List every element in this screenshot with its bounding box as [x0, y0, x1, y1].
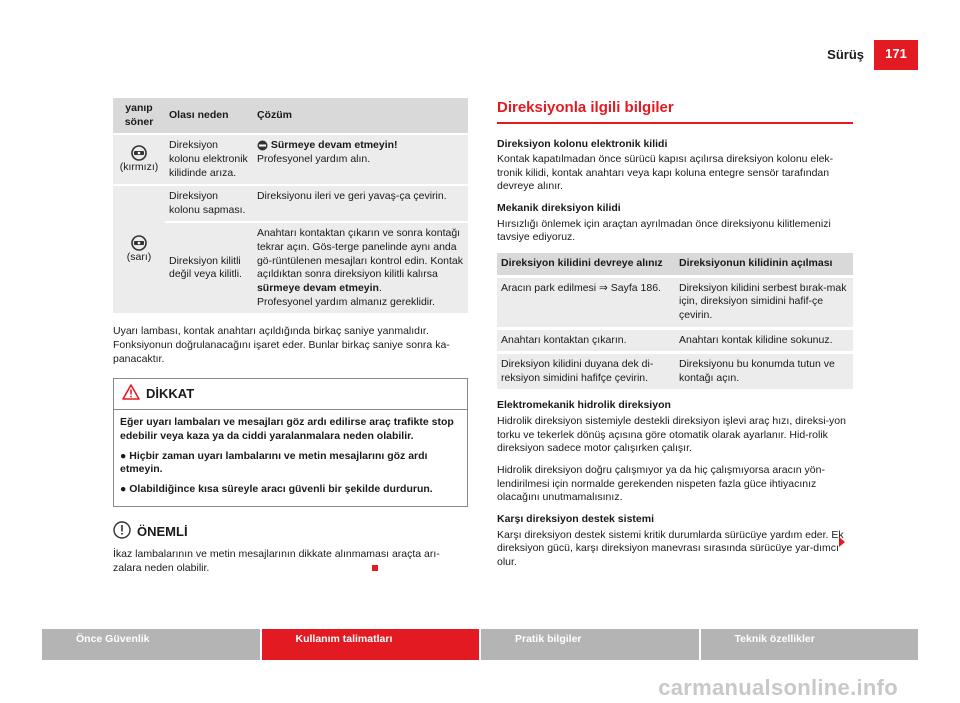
- table-cell: Anahtarı kontak kilidine sokunuz.: [675, 328, 853, 353]
- subheading: Direksiyon kolonu elektronik kilidi: [497, 137, 668, 150]
- col-header-solution: Çözüm: [253, 98, 468, 134]
- paragraph: Kontak kapatılmadan önce sürücü kapısı açılırsa direksiyon kolonu elek-tronik kilidi, kontak anahtarı veya kapı koluna entegre sensör tarafından devreye alınır.: [497, 153, 834, 193]
- table-row: [497, 328, 853, 353]
- col-header-cause: Olası neden: [165, 98, 253, 134]
- table-cell: Direksiyon kilidini duyana dek di-reksiyon simidini hafifçe çevirin.: [497, 353, 675, 390]
- section-end-square-icon: [372, 565, 378, 571]
- table-cell: Direksiyonu bu konumda tutun ve kontağı açın.: [675, 353, 853, 390]
- page-number: 171: [874, 40, 918, 68]
- solution-text: Profesyonel yardım alın.: [256, 152, 371, 165]
- warning-title: DİKKAT: [146, 385, 195, 401]
- solution-cell: Direksiyonu ileri ve geri yavaş-ça çevirin.: [253, 185, 468, 222]
- paragraph: Hidrolik direksiyon sistemiyle destekli direksiyon işlevi araç hızı, direksi-yon torku ve tekerlek dönüş açısına göre otomatik olarak ayarlanır. Hid-rolik direksiyon sadece motor çalışırken çalışır.: [497, 415, 846, 455]
- table-row: [497, 276, 853, 328]
- paragraph: Hidrolik direksiyon doğru çalışmıyor ya da hiç çalışmıyorsa aracın yön-lendirilmesi için normalde gerekenden nispeten fazla güce ihtiyacınız olacağını unutmamalısınız.: [497, 464, 825, 504]
- page-number-underline: [874, 68, 918, 70]
- table-row: [113, 134, 468, 185]
- subheading: Karşı direksiyon destek sistemi: [497, 512, 654, 525]
- footer-tab-operating[interactable]: Kullanım talimatları: [262, 629, 482, 660]
- subheading: Elektromekanik hidrolik direksiyon: [497, 399, 671, 412]
- bullet-dot-icon: ●: [120, 449, 130, 462]
- subheading: Mekanik direksiyon kilidi: [497, 202, 621, 215]
- bullet-dot-icon: ●: [120, 482, 130, 495]
- table-cell: Direksiyon kilidini serbest bırak-mak için, direksiyon simidini hafif-çe çevirin.: [675, 276, 853, 328]
- warning-box: [113, 378, 468, 507]
- lamp-color-label: (sarı): [126, 250, 152, 263]
- cause-cell: Direksiyon kolonu elektronik kilidinde arıza.: [165, 134, 253, 185]
- continue-arrow-icon: [839, 537, 845, 547]
- solution-text: Profesyonel yardım almanız gereklidir.: [256, 295, 435, 308]
- section-title: Direksiyonla ilgili bilgiler: [497, 98, 853, 124]
- right-column: [497, 98, 853, 578]
- cause-cell: Direksiyon kolonu sapması.: [165, 185, 253, 222]
- watermark: carmanualsonline.info: [658, 675, 898, 700]
- col-header-lamp: yanıp söner: [113, 98, 165, 134]
- table-row: [113, 185, 468, 222]
- footer-tab-practical[interactable]: Pratik bilgiler: [481, 629, 701, 660]
- lamp-info-paragraph: Uyarı lambası, kontak anahtarı açıldığında birkaç saniye yanmalıdır. Fonksiyonun doğrulanacağını işaret eder. Bunlar birkaç saniye sonra ka-panacaktır.: [113, 325, 450, 365]
- footer-tab-safety[interactable]: Önce Güvenlik: [42, 629, 262, 660]
- warning-triangle-icon: [122, 384, 140, 405]
- footer-tab-technical[interactable]: Teknik özellikler: [701, 629, 919, 660]
- solution-bold: Sürmeye devam etmeyin!: [270, 139, 398, 152]
- warning-lamp-table: [113, 98, 468, 313]
- header-title: Sürüş: [827, 47, 864, 62]
- col-header-engage: Direksiyon kilidini devreye alınız: [497, 253, 675, 276]
- solution-bold: sürmeye devam etmeyin: [256, 282, 379, 295]
- paragraph: Hırsızlığı önlemek için araçtan ayrılmadan önce direksiyonu kilitlemenizi tavsiye ediyoruz.: [497, 217, 831, 244]
- important-exclamation-icon: [113, 521, 131, 544]
- warning-text: Eğer uyarı lambaları ve mesajları göz ardı edilirse araç trafikte stop edebilir veya kaza ya da ciddi yaralanmalara neden olabilir.: [120, 416, 454, 442]
- left-column: [113, 98, 468, 575]
- table-cell: Aracın park edilmesi ⇒ Sayfa 186.: [497, 276, 675, 328]
- lamp-color-label: (kırmızı): [119, 160, 159, 173]
- warning-bullet: Olabildiğince kısa süreyle aracı güvenli bir şekilde durdurun.: [129, 482, 433, 495]
- table-cell: Anahtarı kontaktan çıkarın.: [497, 328, 675, 353]
- table-row: Direksiyon kilitli değil veya kilitli. Anahtarı kontaktan çıkarın ve sonra kontağı tekrar açın. Gös-terge panelinde aynı anda gö-rüntülenen mesajları kontrol edin. Kontak açıldıktan sonra direksiyon kilitli kalırsa sürmeye devam etmeyin. Profesyonel yardım almanız gereklidir.: [113, 222, 468, 313]
- table-row: [497, 353, 853, 390]
- steering-lock-table: [497, 253, 853, 389]
- warning-bullet: Hiçbir zaman uyarı lambalarını ve metin mesajlarını göz ardı etmeyin.: [120, 449, 428, 476]
- steering-lamp-red-icon: [131, 145, 147, 161]
- steering-lamp-yellow-icon: [131, 235, 147, 251]
- note-text: İkaz lambalarının ve metin mesajlarının dikkate alınmaması araçta arı-zalara neden olabilir.: [113, 548, 440, 574]
- cause-cell: Direksiyon kilitli değil veya kilitli.: [165, 222, 253, 313]
- footer-nav: [42, 629, 918, 660]
- paragraph: Karşı direksiyon destek sistemi kritik durumlarda sürücüye yardım eder. Ek direksiyon gücü, karşı direksiyon manevrası sırasında sürücüye yar-dımcı olur.: [497, 528, 844, 568]
- stop-icon: [257, 140, 268, 151]
- note-title: ÖNEMLİ: [137, 524, 188, 540]
- col-header-release: Direksiyonun kilidinin açılması: [675, 253, 853, 276]
- solution-text: Anahtarı kontaktan çıkarın ve sonra kontağı tekrar açın. Gös-terge panelinde aynı anda gö-rüntülenen mesajları kontrol edin. Kontak açıldıktan sonra direksiyon kilitli kalırsa: [256, 227, 464, 281]
